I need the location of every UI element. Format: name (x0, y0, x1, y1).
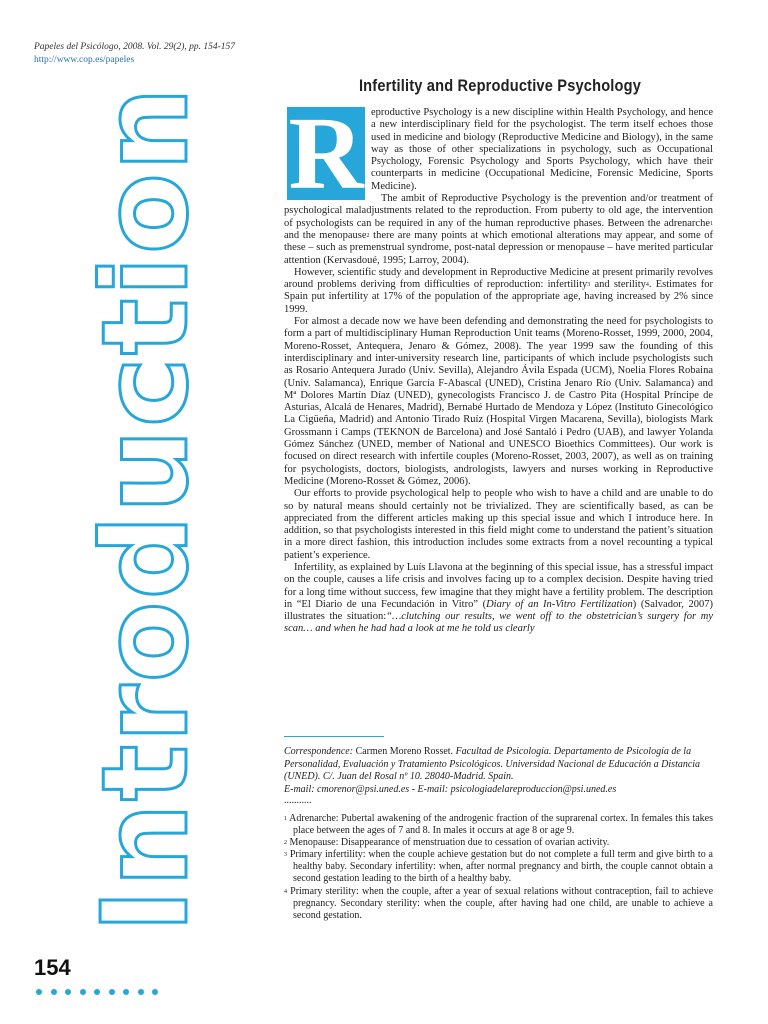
section-label-vertical: Introduction (76, 85, 214, 933)
footnote-ref-4: 4 (645, 282, 649, 289)
footnote-ref-1: 1 (710, 220, 713, 227)
paragraph-6: Infertility, as explained by Luís Llavona at the beginning of this special issue, has a stressful impact on the couple, causes a life crisis and involves facing up to a complex decision. Despite having tried for a long time without success, few imagine that they might have a fertility problem. The description in “El Diario de una Fecundación in Vitro” (Diary of an In-Vitro Fertilization) (Salvador, 2007) illustrates the situation:“…clutching our results, we went off to the obstetrician’s surgery for my scan… and when he had had a look at me he told us clearly (284, 561, 713, 635)
paragraph-1: eproductive Psychology is a new discipline within Health Psychology, and hence a new interdisciplinary field for the psychologist. The term itself echoes those used in medicine and biology (Reproductive Medicine and Biology), in the same way as those of other specializations in psychology, such as Occupational Psychology, Forensic Psychology and Sports Psychology, which have their counterparts in medicine (Occupational Medicine, Forensic Medicine, Sports Medicine). (371, 107, 713, 192)
journal-citation: Papeles del Psicólogo, 2008. Vol. 29(2), pp. 154-157 (34, 42, 236, 52)
dot-icon (65, 989, 71, 995)
decorative-dots (36, 989, 158, 995)
dot-icon (94, 989, 100, 995)
separator-dots: ........... (284, 795, 312, 806)
footnote-ref-3: 3 (587, 282, 591, 289)
article-title: Infertility and Reproductive Psychology (358, 76, 642, 95)
footnote-2: $^2$ Menopause: Disappearance of menstruation due to cessation of ovarian activity. (284, 837, 610, 849)
dot-icon (123, 989, 129, 995)
footnote-ref-2: 2 (366, 232, 370, 239)
paragraph-2: The ambit of Reproductive Psychology is the prevention and/or treatment of psychological maladjustments related to the reproduction. From puberty to old age, the intervention of psychologists can be required in any of the human reproductive phases. Between the adrenarche$^1$ and the menopause$^2$ there are many points at which emotional alterations may appear, and some of these – such as premenstrual syndrome, post-natal depression or menopause – have merited particular attention (Kervasdoué, 1995; Larroy, 2004). (284, 193, 713, 266)
dot-icon (36, 989, 42, 995)
journal-url-link[interactable]: http://www.cop.es/papeles (34, 55, 135, 65)
correspondence-block (284, 746, 713, 805)
drop-cap-spacer (284, 96, 371, 211)
paragraph-3: However, scientific study and development in Reproductive Medicine at present primarily revolves around problems deriving from difficulties of reproduction: infertility$^3$ and sterility$^4$. Estimates for Spain put infertility at 17% of the population of the appropriate age, having increased by 2% since 1999. (284, 266, 713, 315)
correspondence-emails[interactable]: E-mail: cmorenor@psi.uned.es - E-mail: psicologiadelareproduccion@psi.uned.es (284, 783, 617, 795)
correspondence-name: Carmen Moreno Rosset. (353, 746, 454, 757)
paragraph-4: For almost a decade now we have been defending and demonstrating the need for psychologists to form a part of multidisciplinary Human Reproduction Unit teams (Moreno-Rosset, 1999, 2000, 2004, Moreno-Rosset, Antequera, Jenaro & Gómez, 2008). The year 1999 saw the founding of this interdisciplinary and inter-university research line, participants of which include psychologists such as Rosario Antequera Jurado (Univ. Sevilla), Alejandro Ávila Espada (UCM), Noelia Flores Robaina (Univ. Salamanca), Enrique García F-Abascal (UNED), Cristina Jenaro Río (Univ. Salamanca) and Mª Dolores Martín Díaz (UNED), gynecologists Francisco J. de Castro Pita (Hospital Príncipe de Asturias, Alcalá de Henares, Madrid), Bernabé Hurtado de Mendoza y López (Instituto Ginecológico La Cigüeña, Madrid) and Antonio Tirado Ruíz (Hospital Virgen Macarena, Sevilla), biologists Mark Grossmann i Camps (TEKNON de Barcelona) and José Santaló i Pedro (UAB), and lawyer Yolanda Gómez Sánchez (UNED, member of National and UNESCO Bioethics Committees). Our work is focused on direct research with infertile couples (Moreno-Rosset, 2003, 2007), as well as on training for psychologists, doctors, biologists, andrologists, lawyers and nurses working in Reproductive Medicine (Moreno-Rosset & Gómez, 2006). (284, 316, 713, 487)
dot-icon (51, 989, 57, 995)
article-body (284, 96, 713, 636)
page-number: 154 (34, 955, 71, 980)
paragraph-5: Our efforts to provide psychological help to people who wish to have a child and are unable to do so by natural means should certainly not be trivialized. They are scientifically based, as can be appreciated from the different articles making up this special issue and which I introduce here. In addition, so that psychologists interested in this field might come to understand the patient’s situation in a more direct fashion, this introduction includes some extracts from a novel recounting a typical patient’s experience. (284, 488, 713, 561)
footnote-divider (284, 736, 384, 737)
dot-icon (109, 989, 115, 995)
drop-cap: R (288, 96, 364, 211)
dot-icon (152, 989, 158, 995)
footnote-1: $^1$ Adrenarche: Pubertal awakening of the androgenic fraction of the suprarenal cortex. In females this takes place between the ages of 7 and 8. In males it occurs at age 8 or age 9. (284, 813, 713, 837)
correspondence-label: Correspondence: (284, 746, 354, 757)
footnote-4: $^4$ Primary sterility: when the couple, after a year of sexual relations without contraception, fail to achieve pregnancy. Secondary sterility: when the couple, after having had one child, are unable to achieve a second gestation. (284, 885, 714, 921)
correspondence-address: Facultad de Psicología. Departamento de Psicología de la Personalidad, Evaluación y Tratamiento Psicológicos. Universidad Nacional de Educación a Distancia (UNED). C/. Juan del Rosal nº 10. 28040-Madrid. Spain. (284, 746, 701, 782)
dot-icon (138, 989, 144, 995)
footnotes (284, 813, 713, 922)
footnote-3: $^3$ Primary infertility: when the couple achieve gestation but do not complete a full term and give birth to a healthy baby. Secondary infertility: when, after normal pregnancy and birth, the couple cannot obtain a second gestation leading to the birth of a healthy baby. (284, 849, 713, 885)
dot-icon (80, 989, 86, 995)
